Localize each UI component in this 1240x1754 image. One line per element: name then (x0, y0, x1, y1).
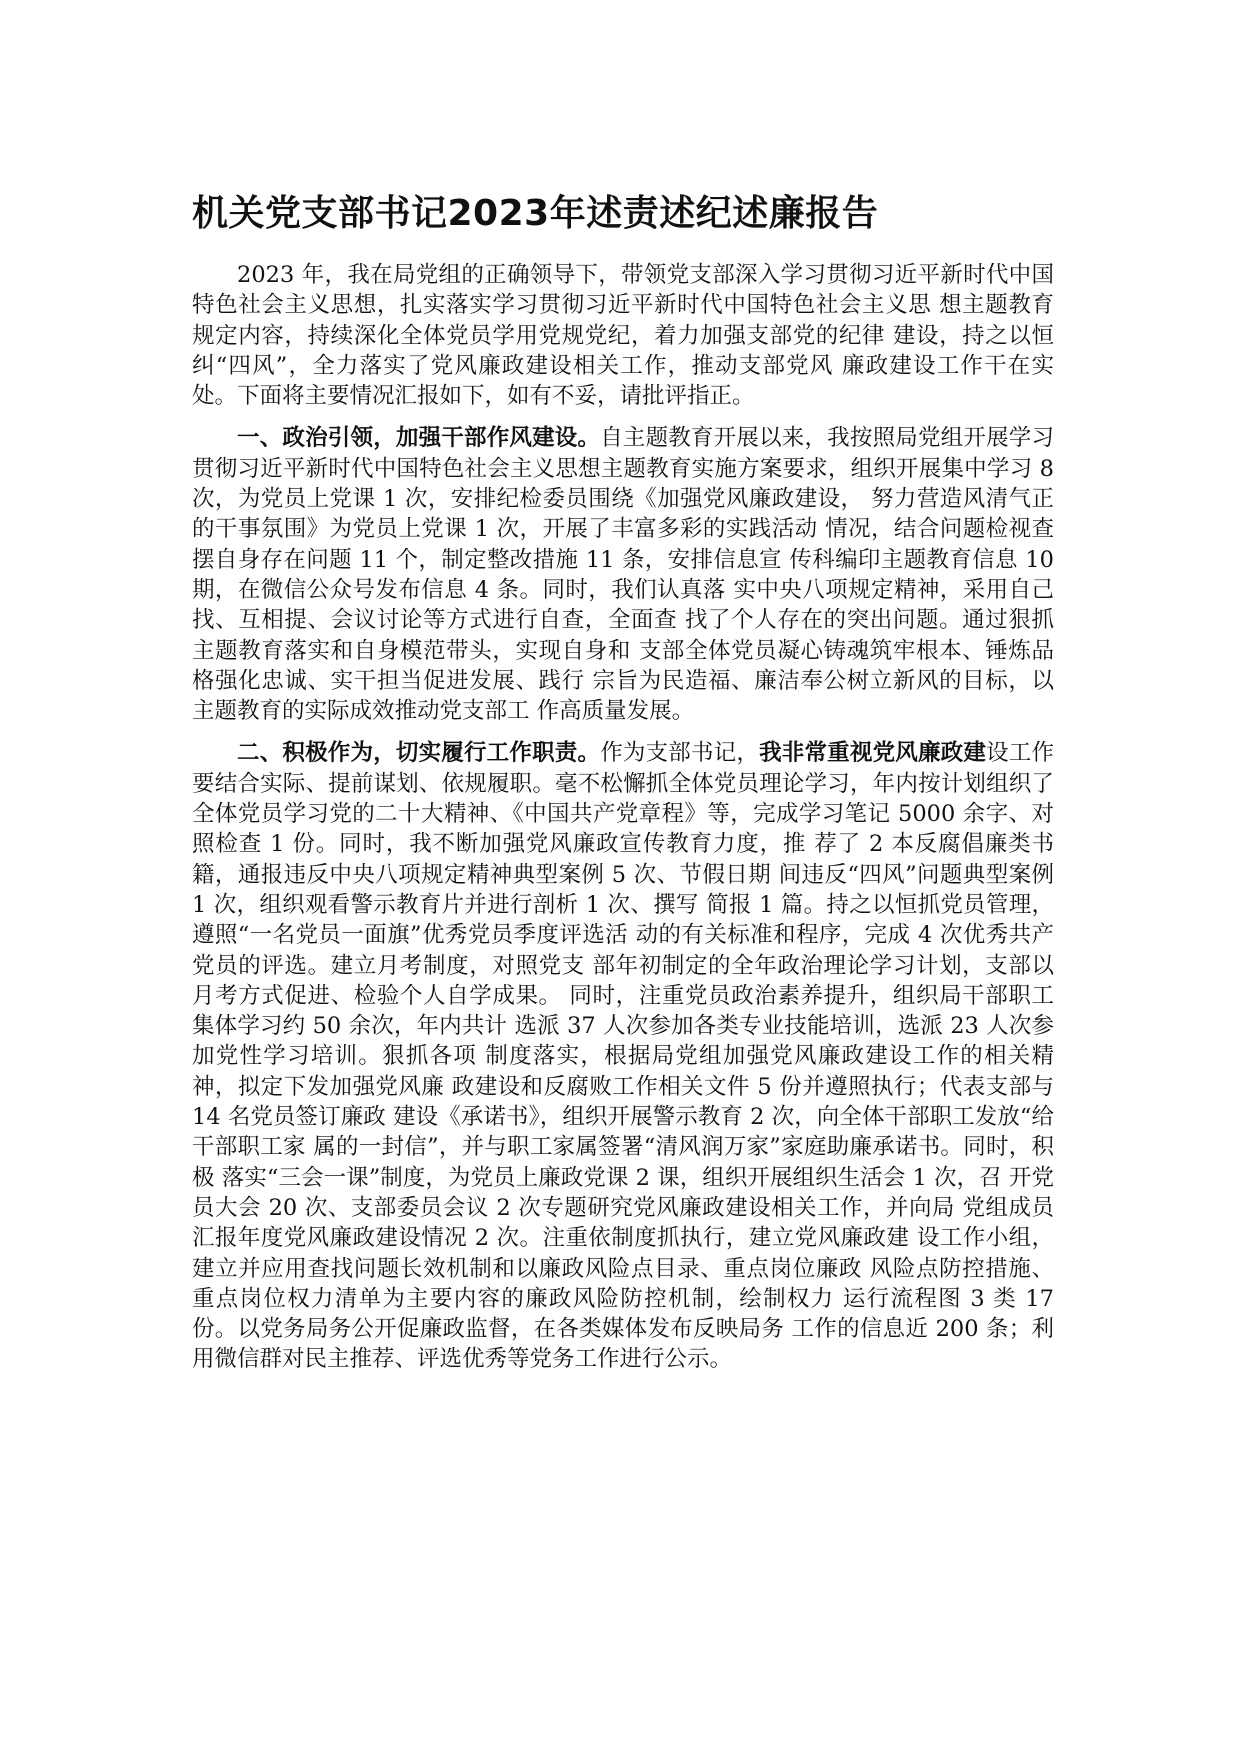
section-1-body: 自主题教育开展以来，我按照局党组开展学习贯彻习近平新时代中国特色社会主义思想主题教育实施方案要求，组织开展集中学习 8 次，为党员上党课 1 次，安排纪检委员围绕《加强党风廉政建设， 努力营造风清气正的干事氛围》为党员上党课 1 次，开展了丰富多彩的实践活动 情况，结合问题检视查摆自身存在问题 11 个，制定整改措施 11 条，安排信息宣 传科编印主题教育信息 10 期，在微信公众号发布信息 4 条。同时，我们认真落 实中央八项规定精神，采用自己找、互相提、会议讨论等方式进行自查，全面查 找了个人存在的突出问题。通过狠抓主题教育落实和自身模范带头，实现自身和 支部全体党员凝心铸魂筑牢根本、锤炼品格强化忠诚、实干担当促进发展、践行 宗旨为民造福、廉洁奉公树立新风的目标，以主题教育的实际成效推动党支部工 作高质量发展。 (192, 425, 1054, 725)
intro-paragraph: 2023 年，我在局党组的正确领导下，带领党支部深入学习贯彻习近平新时代中国特色社会主义思想，扎实落实学习贯彻习近平新时代中国特色社会主义思 想主题教育规定内容，持续深化全体党员学用党规党纪，着力加强支部党的纪律 建设，持之以恒纠“四风”，全力落实了党风廉政建设相关工作，推动支部党风 廉政建设工作干在实处。下面将主要情况汇报如下，如有不妥，请批评指正。 (192, 262, 1054, 410)
section-1-heading: 一、政治引领，加强干部作风建设。 (237, 425, 601, 452)
document-title: 机关党支部书记2023年述责述纪述廉报告 (192, 193, 879, 234)
section-2-heading: 二、积极作为，切实履行工作职责。 (237, 740, 601, 767)
section-2-body: 设工作要结合实际、提前谋划、依规履职。毫不松懈抓全体党员理论学习，年内按计划组织了全体党员学习党的二十大精神、《中国共产党章程》等，完成学习笔记 5000 余字、对照检查 1 份。同时，我不断加强党风廉政宣传教育力度，推 荐了 2 本反腐倡廉类书籍，通报违反中央八项规定精神典型案例 5 次、节假日期 间违反“四风”问题典型案例 1 次，组织观看警示教育片并进行剖析 1 次、撰写 简报 1 篇。持之以恒抓党员管理，遵照“一名党员一面旗”优秀党员季度评选活 动的有关标准和程序，完成 4 次优秀共产党员的评选。建立月考制度，对照党支 部年初制定的全年政治理论学习计划，支部以月考方式促进、检验个人自学成果。 同时，注重党员政治素养提升，组织局干部职工集体学习约 50 余次，年内共计 选派 37 人次参加各类专业技能培训，选派 23 人次参加党性学习培训。狠抓各项 制度落实，根据局党组加强党风廉政建设工作的相关精神，拟定下发加强党风廉 政建设和反腐败工作相关文件 5 份并遵照执行；代表支部与 14 名党员签订廉政 建设《承诺书》，组织开展警示教育 2 次，向全体干部职工发放“给干部职工家 属的一封信”，并与职工家属签署“清风润万家”家庭助廉承诺书。同时，积极 落实“三会一课”制度，为党员上廉政党课 2 课，组织开展组织生活会 1 次，召 开党员大会 20 次、支部委员会议 2 次专题研究党风廉政建设相关工作，并向局 党组成员汇报年度党风廉政建设情况 2 次。注重依制度抓执行，建立党风廉政建 设工作小组，建立并应用查找问题长效机制和以廉政风险点目录、重点岗位廉政 风险点防控措施、重点岗位权力清单为主要内容的廉政风险防控机制，绘制权力 运行流程图 3 类 17 份。以党务局务公开促廉政监督，在各类媒体发布反映局务 工作的信息近 200 条；利用微信群对民主推荐、评选优秀等党务工作进行公示。 (192, 740, 1054, 1373)
section-2-paragraph (192, 738, 1054, 1374)
section-2-emphasis: 我非常重视党风廉政建 (759, 740, 987, 767)
document-page (192, 190, 1054, 1387)
section-1-paragraph (192, 423, 1054, 726)
section-2-body-pre: 作为支部书记， (600, 740, 760, 767)
